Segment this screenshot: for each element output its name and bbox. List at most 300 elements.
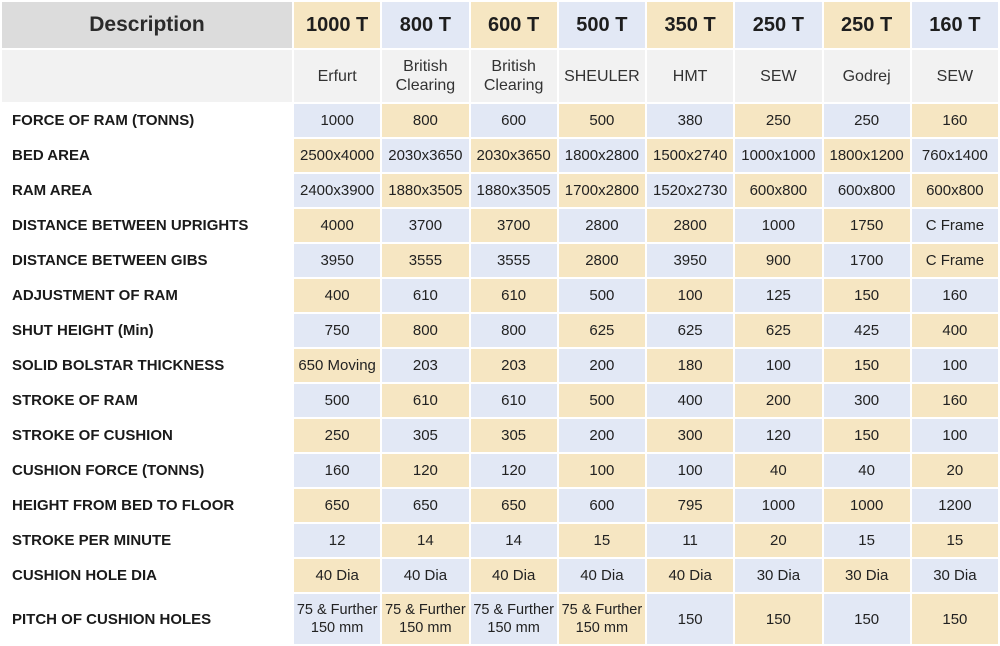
spec-value: 2500x4000 <box>300 147 375 164</box>
spec-value-cell <box>471 454 557 487</box>
spec-value-cell <box>382 524 468 557</box>
spec-value: 600x800 <box>926 182 984 199</box>
capacity-header-2: 800 T <box>382 2 468 48</box>
spec-value-cell <box>559 454 645 487</box>
spec-value: 200 <box>765 392 791 409</box>
capacity-header-5: 350 T <box>647 2 733 48</box>
spec-value: 610 <box>501 287 527 304</box>
spec-value: 1000 <box>761 217 796 234</box>
spec-value: 100 <box>765 357 791 374</box>
spec-row-label: CUSHION HOLE DIA <box>2 559 292 592</box>
spec-value: 150 <box>942 610 968 628</box>
spec-row <box>2 384 998 417</box>
spec-value-cell <box>824 524 910 557</box>
spec-row-label: RAM AREA <box>2 174 292 207</box>
spec-value: 30 Dia <box>756 567 801 584</box>
manufacturer-name-line: Clearing <box>483 77 544 94</box>
spec-value: 400 <box>942 322 968 339</box>
manufacturer-header-2 <box>382 50 468 102</box>
spec-value-cell <box>647 314 733 347</box>
spec-row-label: DISTANCE BETWEEN GIBS <box>2 244 292 277</box>
spec-row-label: SHUT HEIGHT (Min) <box>2 314 292 347</box>
spec-value-cell <box>735 594 821 644</box>
spec-value-cell <box>294 139 380 172</box>
manufacturer-header-row <box>2 50 998 102</box>
spec-row <box>2 139 998 172</box>
spec-value: 150 mm <box>575 620 629 636</box>
spec-value-cell <box>294 349 380 382</box>
spec-value-cell <box>294 384 380 417</box>
spec-value-cell <box>735 279 821 312</box>
spec-value: 3555 <box>496 252 531 269</box>
spec-value-cell <box>735 174 821 207</box>
spec-value-cell <box>824 209 910 242</box>
spec-value-cell <box>647 384 733 417</box>
spec-value-cell <box>559 244 645 277</box>
spec-value-cell <box>735 559 821 592</box>
spec-value-cell <box>912 279 998 312</box>
spec-row-label: ADJUSTMENT OF RAM <box>2 279 292 312</box>
spec-row-label: PITCH OF CUSHION HOLES <box>2 594 292 644</box>
spec-row <box>2 524 998 557</box>
spec-row-label: DISTANCE BETWEEN UPRIGHTS <box>2 209 292 242</box>
manufacturer-name-line: SHEULER <box>564 67 640 85</box>
spec-row-label: CUSHION FORCE (TONNS) <box>2 454 292 487</box>
spec-value-cell <box>647 244 733 277</box>
spec-value: 100 <box>942 357 968 374</box>
spec-value: 400 <box>324 287 350 304</box>
spec-value: 15 <box>946 532 964 549</box>
spec-row <box>2 454 998 487</box>
spec-value-cell <box>735 524 821 557</box>
spec-value: 150 <box>854 287 880 304</box>
spec-value: 3700 <box>408 217 443 234</box>
spec-value-cell <box>294 454 380 487</box>
spec-value: 2800 <box>585 217 619 234</box>
spec-value: 650 <box>412 497 438 514</box>
spec-row-label: STROKE OF RAM <box>2 384 292 417</box>
spec-value-cell <box>471 139 557 172</box>
spec-row-label: STROKE OF CUSHION <box>2 419 292 452</box>
spec-value: 40 Dia <box>491 567 536 584</box>
spec-value: 600x800 <box>837 182 896 199</box>
spec-value-cell <box>647 454 733 487</box>
spec-value: 40 Dia <box>315 567 359 584</box>
spec-value: 11 <box>682 532 698 549</box>
spec-value: 2800 <box>673 217 707 234</box>
spec-value: 650 Moving <box>298 357 376 374</box>
spec-value: 150 <box>854 427 880 444</box>
spec-value-cell <box>647 419 733 452</box>
spec-value: 300 <box>677 427 703 444</box>
spec-value-cell <box>824 349 910 382</box>
spec-value: 1800x1200 <box>829 147 904 164</box>
spec-value: 150 mm <box>310 620 364 636</box>
spec-row <box>2 489 998 522</box>
spec-value: 14 <box>505 532 522 549</box>
spec-value-cell <box>824 244 910 277</box>
spec-value-cell <box>382 489 468 522</box>
capacity-header-8: 160 T <box>912 2 998 48</box>
manufacturer-name-line: British <box>403 58 448 75</box>
spec-value: 200 <box>589 427 615 444</box>
spec-value-cell <box>382 279 468 312</box>
spec-value: 800 <box>501 322 527 339</box>
spec-value: 3950 <box>320 252 354 269</box>
spec-value: 2800 <box>585 252 619 269</box>
spec-value: 20 <box>770 532 787 549</box>
spec-value-cell <box>735 454 821 487</box>
spec-value: 120 <box>765 427 791 444</box>
spec-value-cell <box>824 174 910 207</box>
spec-value: 1520x2730 <box>653 182 728 199</box>
spec-value: 40 Dia <box>580 567 624 584</box>
spec-value: 4000 <box>320 217 354 234</box>
spec-value: 20 <box>946 462 964 479</box>
spec-value: 30 Dia <box>844 567 889 584</box>
spec-value: 160 <box>942 112 968 129</box>
spec-value-cell <box>471 209 557 242</box>
spec-value-cell <box>824 419 910 452</box>
spec-row <box>2 559 998 592</box>
spec-value-cell <box>559 419 645 452</box>
spec-value-cell <box>382 419 468 452</box>
spec-value-cell <box>294 279 380 312</box>
spec-value-cell <box>471 524 557 557</box>
spec-value: 120 <box>412 462 438 479</box>
spec-value: 800 <box>412 112 438 129</box>
spec-value-cell <box>824 559 910 592</box>
spec-value-cell <box>912 244 998 277</box>
spec-value-cell <box>471 594 557 644</box>
spec-value-cell <box>294 174 380 207</box>
manufacturer-header-1 <box>294 50 380 102</box>
manufacturer-name-line: SEW <box>760 67 797 85</box>
spec-value: 650 <box>324 497 350 514</box>
manufacturer-header-4 <box>559 50 645 102</box>
spec-value: 100 <box>677 462 703 479</box>
spec-value: 600 <box>589 497 615 514</box>
spec-value-cell <box>294 489 380 522</box>
spec-value: 100 <box>589 462 615 479</box>
spec-value-cell <box>735 104 821 137</box>
spec-value: 120 <box>501 462 527 479</box>
spec-value-cell <box>824 279 910 312</box>
spec-value: 40 Dia <box>403 567 448 584</box>
spec-value: 2400x3900 <box>300 182 375 199</box>
spec-value: 610 <box>412 287 438 304</box>
spec-value: 150 mm <box>399 620 452 636</box>
spec-value-cell <box>294 244 380 277</box>
spec-value-cell <box>824 139 910 172</box>
spec-value-cell <box>647 139 733 172</box>
spec-value: 15 <box>593 532 611 549</box>
spec-row-label: FORCE OF RAM (TONNS) <box>2 104 292 137</box>
spec-value: 750 <box>324 322 350 339</box>
spec-value: 3555 <box>408 252 443 269</box>
spec-value-cell <box>471 174 557 207</box>
spec-value-cell <box>647 174 733 207</box>
spec-value: 425 <box>854 322 880 339</box>
manufacturer-header-6 <box>735 50 821 102</box>
spec-value-cell <box>382 104 468 137</box>
spec-value-cell <box>824 314 910 347</box>
spec-value: 500 <box>589 392 615 409</box>
spec-value-cell <box>735 314 821 347</box>
manufacturer-name-line: SEW <box>936 67 974 85</box>
spec-row <box>2 174 998 207</box>
spec-value-cell <box>559 349 645 382</box>
spec-value-cell <box>912 139 998 172</box>
spec-value: 1750 <box>849 217 884 234</box>
spec-value: 250 <box>324 427 350 444</box>
spec-value-cell <box>912 349 998 382</box>
spec-value-cell <box>382 349 468 382</box>
spec-value: 160 <box>324 462 350 479</box>
spec-row <box>2 279 998 312</box>
spec-value-cell <box>647 559 733 592</box>
spec-value-cell <box>294 209 380 242</box>
spec-value-cell <box>471 279 557 312</box>
spec-value: 3950 <box>673 252 707 269</box>
capacity-header-7: 250 T <box>824 2 910 48</box>
spec-value-cell <box>382 384 468 417</box>
spec-value: 100 <box>942 427 968 444</box>
spec-value: 610 <box>501 392 527 409</box>
description-header: Description <box>2 2 292 48</box>
spec-row-label: STROKE PER MINUTE <box>2 524 292 557</box>
spec-value-cell <box>735 209 821 242</box>
spec-value-cell <box>294 559 380 592</box>
spec-value: 600 <box>501 112 527 129</box>
spec-value: 1700x2800 <box>564 182 639 199</box>
spec-value-cell <box>294 314 380 347</box>
spec-value: 180 <box>677 357 703 374</box>
spec-row <box>2 209 998 242</box>
spec-value-cell <box>912 104 998 137</box>
spec-value: 250 <box>765 112 791 129</box>
spec-value: 400 <box>677 392 703 409</box>
spec-value: 150 <box>765 610 791 628</box>
spec-value-cell <box>471 244 557 277</box>
spec-value-cell <box>912 174 998 207</box>
spec-value-cell <box>294 594 380 644</box>
spec-value-cell <box>382 244 468 277</box>
spec-value-cell <box>471 559 557 592</box>
spec-value: 900 <box>765 252 791 269</box>
spec-value: 500 <box>324 392 350 409</box>
spec-value: 2030x3650 <box>388 147 463 164</box>
spec-value: 625 <box>677 322 703 339</box>
spec-value-cell <box>647 349 733 382</box>
spec-value-cell <box>824 454 910 487</box>
spec-value: 1700 <box>849 252 884 269</box>
manufacturer-header-3 <box>471 50 557 102</box>
spec-value: 160 <box>942 287 968 304</box>
spec-value-cell <box>912 314 998 347</box>
spec-value: 625 <box>765 322 791 339</box>
spec-value: 1500x2740 <box>653 147 728 164</box>
spec-value: 203 <box>412 357 438 374</box>
spec-value-cell <box>824 489 910 522</box>
spec-value: 160 <box>942 392 968 409</box>
spec-value-cell <box>735 349 821 382</box>
spec-value: 305 <box>501 427 527 444</box>
spec-value: 1800x2800 <box>564 147 639 164</box>
spec-value-cell <box>912 594 998 644</box>
spec-value-cell <box>559 279 645 312</box>
spec-value: 795 <box>677 497 703 514</box>
manufacturer-header-7 <box>824 50 910 102</box>
spec-value: 2030x3650 <box>476 147 551 164</box>
spec-value-cell <box>912 524 998 557</box>
spec-value: 1000 <box>761 497 796 514</box>
capacity-header-6: 250 T <box>735 2 821 48</box>
spec-value-cell <box>382 559 468 592</box>
spec-value-cell <box>912 489 998 522</box>
spec-value: 40 <box>858 462 875 479</box>
capacity-header-row <box>2 2 998 48</box>
spec-value-cell <box>559 139 645 172</box>
spec-value: C Frame <box>925 217 985 234</box>
spec-value-cell <box>294 524 380 557</box>
spec-value-cell <box>912 559 998 592</box>
spec-value-cell <box>559 489 645 522</box>
spec-value: 100 <box>677 287 703 304</box>
spec-value-cell <box>912 384 998 417</box>
spec-value-cell <box>559 174 645 207</box>
spec-value: 125 <box>765 287 791 304</box>
spec-value: 380 <box>677 112 703 129</box>
spec-value: 150 <box>854 610 880 628</box>
spec-value-cell <box>559 209 645 242</box>
spec-row-label: SOLID BOLSTAR THICKNESS <box>2 349 292 382</box>
spec-value: 75 & Further <box>385 602 466 618</box>
manufacturer-header-5 <box>647 50 733 102</box>
spec-value: 500 <box>589 112 615 129</box>
spec-value-cell <box>647 104 733 137</box>
spec-value: 500 <box>589 287 615 304</box>
spec-value: 15 <box>858 532 875 549</box>
spec-value: 3700 <box>496 217 531 234</box>
spec-value: 1200 <box>938 497 972 514</box>
capacity-header-3: 600 T <box>471 2 557 48</box>
spec-row <box>2 419 998 452</box>
spec-value: 1880x3505 <box>388 182 463 199</box>
spec-value: 600x800 <box>749 182 808 199</box>
spec-value-cell <box>471 419 557 452</box>
spec-value: 800 <box>412 322 438 339</box>
spec-value-cell <box>912 454 998 487</box>
spec-value-cell <box>647 489 733 522</box>
spec-value-cell <box>647 279 733 312</box>
spec-value: 1880x3505 <box>476 182 551 199</box>
spec-value-cell <box>647 594 733 644</box>
spec-row <box>2 244 998 277</box>
spec-value: 250 <box>854 112 880 129</box>
spec-value-cell <box>559 594 645 644</box>
spec-value: 12 <box>328 532 346 549</box>
spec-value-cell <box>912 419 998 452</box>
manufacturer-name-line: British <box>491 58 536 75</box>
spec-row <box>2 594 998 644</box>
spec-value: 300 <box>854 392 880 409</box>
spec-rows <box>2 104 998 644</box>
spec-value-cell <box>471 384 557 417</box>
spec-value-cell <box>735 244 821 277</box>
spec-value-cell <box>471 489 557 522</box>
spec-value-cell <box>735 384 821 417</box>
spec-row <box>2 104 998 137</box>
manufacturer-name-line: HMT <box>672 67 708 85</box>
spec-value: 610 <box>412 392 438 409</box>
spec-value-cell <box>559 524 645 557</box>
manufacturer-name-line: Erfurt <box>317 67 357 85</box>
spec-value: C Frame <box>925 252 985 269</box>
spec-value-cell <box>294 419 380 452</box>
spec-value: 200 <box>589 357 615 374</box>
spec-value-cell <box>559 104 645 137</box>
spec-value-cell <box>912 209 998 242</box>
spec-value: 625 <box>589 322 615 339</box>
spec-value: 203 <box>501 357 527 374</box>
spec-row <box>2 349 998 382</box>
spec-value: 75 & Further <box>296 602 378 618</box>
spec-value-cell <box>382 454 468 487</box>
spec-value: 150 mm <box>487 620 540 636</box>
spec-value-cell <box>382 139 468 172</box>
spec-value: 150 <box>854 357 880 374</box>
spec-value-cell <box>735 489 821 522</box>
spec-value-cell <box>735 139 821 172</box>
manufacturer-header-8 <box>912 50 998 102</box>
spec-value: 40 <box>770 462 787 479</box>
spec-value: 1000x1000 <box>741 147 816 164</box>
spec-value-cell <box>559 314 645 347</box>
spec-value-cell <box>824 104 910 137</box>
spec-value-cell <box>735 419 821 452</box>
spec-value: 75 & Further <box>473 602 554 618</box>
spec-value-cell <box>382 174 468 207</box>
spec-value: 30 Dia <box>933 567 977 584</box>
spec-value-cell <box>471 349 557 382</box>
spec-value-cell <box>559 384 645 417</box>
spec-value: 14 <box>417 532 434 549</box>
spec-value-cell <box>647 524 733 557</box>
spec-value-cell <box>471 104 557 137</box>
spec-value: 150 <box>677 610 703 628</box>
spec-row <box>2 314 998 347</box>
spec-value-cell <box>382 209 468 242</box>
spec-value-cell <box>382 314 468 347</box>
capacity-header-1: 1000 T <box>294 2 380 48</box>
spec-row-label: BED AREA <box>2 139 292 172</box>
spec-value: 1000 <box>320 112 354 129</box>
spec-value-cell <box>559 559 645 592</box>
spec-value-cell <box>824 594 910 644</box>
spec-row-label: HEIGHT FROM BED TO FLOOR <box>2 489 292 522</box>
spec-value-cell <box>471 314 557 347</box>
spec-value: 305 <box>412 427 438 444</box>
spec-value: 650 <box>501 497 527 514</box>
manufacturer-name-line: Godrej <box>842 67 891 85</box>
manufacturer-header-blank <box>2 50 292 102</box>
spec-value: 760x1400 <box>921 147 988 164</box>
capacity-header-4: 500 T <box>559 2 645 48</box>
spec-value: 75 & Further <box>561 602 643 618</box>
manufacturer-name-line: Clearing <box>395 77 456 94</box>
spec-value-cell <box>647 209 733 242</box>
